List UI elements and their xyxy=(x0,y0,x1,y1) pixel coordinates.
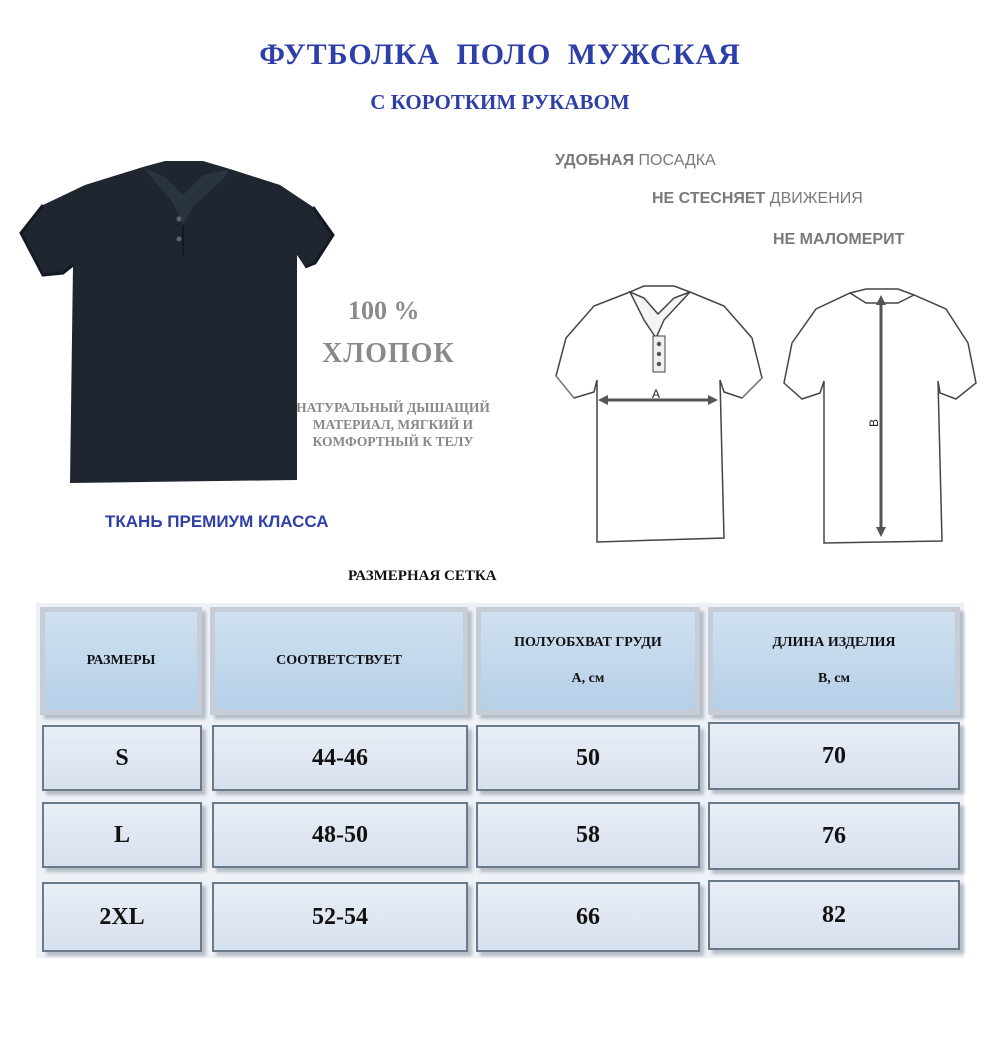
row-s-length: 70 xyxy=(708,722,960,790)
feature-fit-rest: ПОСАДКА xyxy=(634,152,716,169)
size-grid-title: РАЗМЕРНАЯ СЕТКА xyxy=(348,568,497,584)
row-s-chest: 50 xyxy=(476,725,700,791)
header-length-l2: В, см xyxy=(817,671,851,686)
feature-size xyxy=(773,231,904,249)
header-ru-size xyxy=(210,607,468,715)
header-chest-l2: А, см xyxy=(571,671,605,686)
material-description-line2: МАТЕРИАЛ, МЯГКИЙ И xyxy=(312,417,474,432)
header-sizes-l1: РАЗМЕРЫ xyxy=(86,653,156,668)
cotton-percent: 100 % xyxy=(348,296,420,325)
front-measurement-diagram xyxy=(552,280,767,550)
feature-fit xyxy=(555,152,716,170)
cotton-label: ХЛОПОК xyxy=(322,338,455,369)
header-chest-l1: ПОЛУОБХВАТ ГРУДИ xyxy=(514,635,662,650)
feature-movement-bold: НЕ СТЕСНЯЕТ xyxy=(652,190,766,207)
row-s-ru: 44-46 xyxy=(212,725,468,791)
product-title: ФУТБОЛКА ПОЛО МУЖСКАЯ xyxy=(259,38,741,71)
measure-b-label: B xyxy=(867,418,881,427)
feature-fit-bold: УДОБНАЯ xyxy=(555,152,635,169)
header-ru-size-l1: СООТВЕТСТВУЕТ xyxy=(276,653,402,668)
row-l-length: 76 xyxy=(708,802,960,870)
feature-movement xyxy=(652,190,863,208)
row-l-chest: 58 xyxy=(476,802,700,868)
header-chest xyxy=(476,607,700,715)
material-description-line1: НАТУРАЛЬНЫЙ ДЫШАЩИЙ xyxy=(296,400,490,415)
row-2xl-ru: 52-54 xyxy=(212,882,468,952)
row-2xl-length: 82 xyxy=(708,880,960,950)
row-l-size: L xyxy=(42,802,202,868)
back-measurement-diagram xyxy=(780,285,980,547)
product-subtitle: С КОРОТКИМ РУКАВОМ xyxy=(370,90,630,114)
header-length xyxy=(708,607,960,715)
feature-movement-rest: ДВИЖЕНИЯ xyxy=(765,190,863,207)
measure-a-label: A xyxy=(652,387,661,401)
feature-size-bold: НЕ МАЛОМЕРИТ xyxy=(773,231,905,248)
material-description-line3: КОМФОРТНЫЙ К ТЕЛУ xyxy=(312,434,474,449)
row-l-ru: 48-50 xyxy=(212,802,468,868)
row-2xl-size: 2XL xyxy=(42,882,202,952)
row-s-size: S xyxy=(42,725,202,791)
header-length-l1: ДЛИНА ИЗДЕЛИЯ xyxy=(772,635,896,650)
material-description xyxy=(268,399,518,450)
premium-fabric-label: ТКАНЬ ПРЕМИУМ КЛАССА xyxy=(105,512,329,531)
row-2xl-chest: 66 xyxy=(476,882,700,952)
header-sizes xyxy=(40,607,202,715)
